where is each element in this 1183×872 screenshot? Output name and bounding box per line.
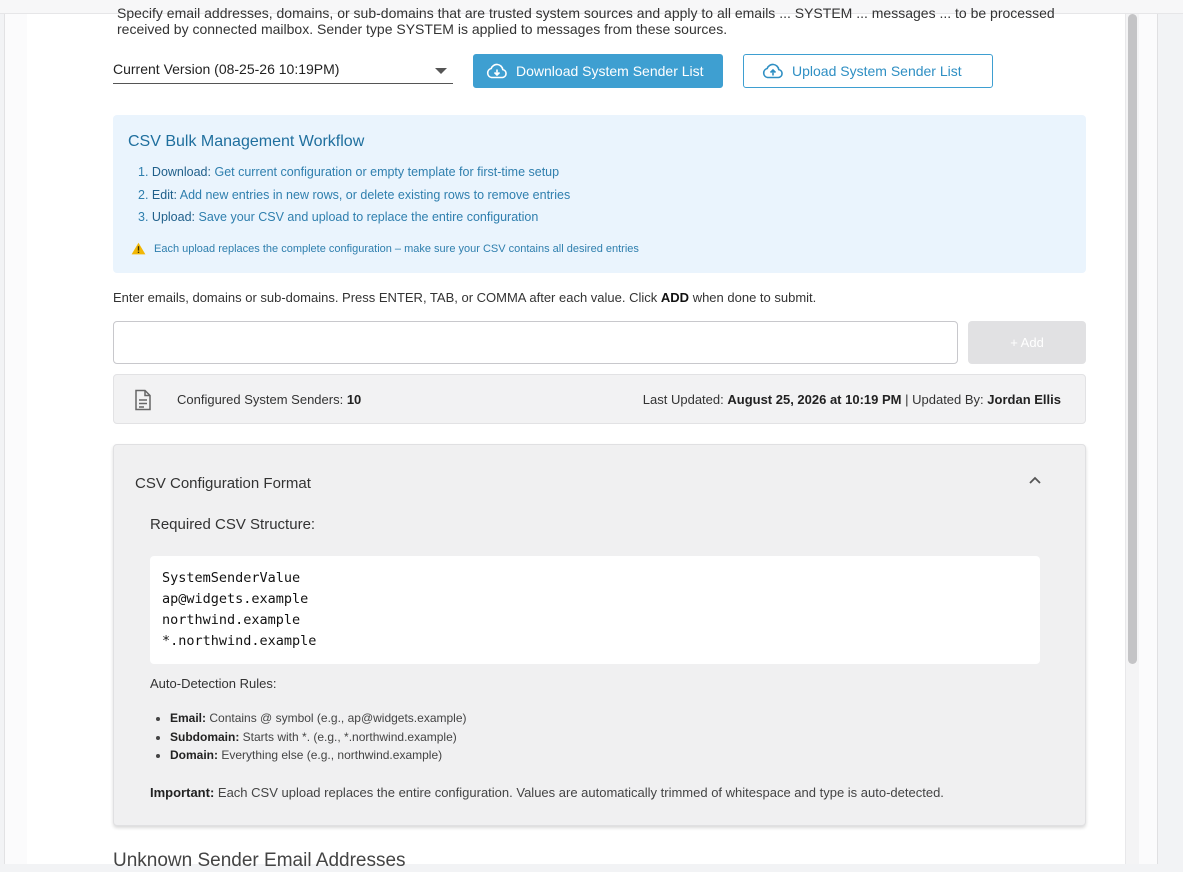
updated-value: August 25, 2026 at 10:19 PM xyxy=(727,392,902,407)
workflow-warning xyxy=(131,242,639,255)
warning-icon xyxy=(131,242,146,255)
cloud-download-icon xyxy=(486,63,508,79)
rule-text: Contains @ symbol (e.g., ap@widgets.example) xyxy=(209,711,467,725)
csv-format-title[interactable]: CSV Configuration Format xyxy=(135,475,311,492)
step-label: Edit: xyxy=(151,187,177,202)
download-system-sender-list-button[interactable] xyxy=(473,54,723,88)
warning-text: Each upload replaces the complete configuration – make sure your CSV contains all desired entries xyxy=(154,242,639,255)
step-text: Get current configuration or empty template for first-time setup xyxy=(214,165,560,179)
important-note xyxy=(150,785,944,800)
code-line: northwind.example xyxy=(162,612,301,628)
rule-item xyxy=(170,728,467,747)
settings-panel xyxy=(4,5,1159,871)
csv-format-accordion xyxy=(113,444,1086,826)
updated-by-label: | Updated By: xyxy=(905,392,984,407)
intro-text xyxy=(117,5,1077,40)
count-label: Configured System Senders: xyxy=(177,392,344,407)
unknown-sender-heading: Unknown Sender Email Addresses xyxy=(113,850,406,871)
scrollbar-thumb[interactable] xyxy=(1128,14,1137,664)
add-button[interactable]: + Add xyxy=(968,321,1086,364)
document-icon xyxy=(134,389,152,411)
step-text: Add new entries in new rows, or delete existing rows to remove entries xyxy=(179,187,571,202)
code-line: SystemSenderValue xyxy=(162,570,301,586)
count-value: 10 xyxy=(346,392,362,407)
caret-down-icon xyxy=(435,68,447,74)
cloud-upload-icon xyxy=(762,63,784,79)
workflow-step xyxy=(138,208,570,231)
step-text: Save your CSV and upload to replace the entire configuration xyxy=(198,210,539,224)
step-label: Download: xyxy=(151,165,211,179)
content-area xyxy=(27,5,1130,871)
rule-item xyxy=(170,746,467,765)
step-number: 1. xyxy=(138,165,149,179)
last-updated xyxy=(643,392,1061,407)
workflow-title: CSV Bulk Management Workflow xyxy=(128,133,365,150)
required-structure-heading: Required CSV Structure: xyxy=(150,516,316,533)
important-text: Each CSV upload replaces the entire configuration. Values are automatically trimmed of whitespace and type is auto-detected. xyxy=(217,785,944,800)
instructions-prefix: Enter emails, domains or sub-domains. Press ENTER, TAB, or COMMA after each value. Click xyxy=(113,290,658,305)
configured-count xyxy=(177,392,361,407)
important-label: Important: xyxy=(150,785,215,800)
updated-by-value: Jordan Ellis xyxy=(987,392,1061,407)
workflow-step xyxy=(138,186,570,209)
code-line: *.northwind.example xyxy=(162,633,317,649)
intro-line-cut: Specify email addresses, domains, or sub-domains that are trusted system sources and apply to all emails ... SYSTEM ... messages ... to be processed xyxy=(117,5,1055,21)
instructions-suffix: when done to submit. xyxy=(692,290,817,305)
version-select-value: Current Version (08-25-26 10:19PM) xyxy=(113,61,340,77)
auto-detection-heading: Auto-Detection Rules: xyxy=(150,676,277,691)
version-select[interactable] xyxy=(113,58,453,84)
download-button-label: Download System Sender List xyxy=(516,63,704,79)
intro-line: received by connected mailbox. Sender type SYSTEM is applied to messages from these sources. xyxy=(117,21,728,37)
status-bar xyxy=(113,374,1086,424)
entry-instructions xyxy=(113,290,816,305)
rule-text: Everything else (e.g., northwind.example) xyxy=(221,748,443,762)
upload-system-sender-list-button[interactable] xyxy=(743,54,993,88)
auto-detection-rules xyxy=(170,709,467,765)
instructions-keyword: ADD xyxy=(660,290,690,305)
step-label: Upload: xyxy=(151,210,196,224)
updated-label: Last Updated: xyxy=(642,392,724,407)
workflow-steps xyxy=(138,163,570,231)
step-number: 3. xyxy=(138,210,149,224)
csv-code-sample xyxy=(150,556,1040,664)
chevron-up-icon[interactable] xyxy=(1029,476,1041,484)
rule-label: Domain: xyxy=(170,748,218,762)
rule-text: Starts with *. (e.g., *.northwind.example) xyxy=(242,729,457,744)
upload-button-label: Upload System Sender List xyxy=(792,63,962,79)
step-number: 2. xyxy=(138,187,149,202)
workflow-step xyxy=(138,163,570,186)
code-line: ap@widgets.example xyxy=(162,591,309,607)
csv-workflow-box xyxy=(113,115,1086,273)
rule-label: Email: xyxy=(170,711,207,725)
right-gutter xyxy=(1157,14,1183,864)
rule-item xyxy=(170,709,467,728)
sender-entry-input[interactable] xyxy=(113,321,958,364)
rule-label: Subdomain: xyxy=(170,729,240,744)
